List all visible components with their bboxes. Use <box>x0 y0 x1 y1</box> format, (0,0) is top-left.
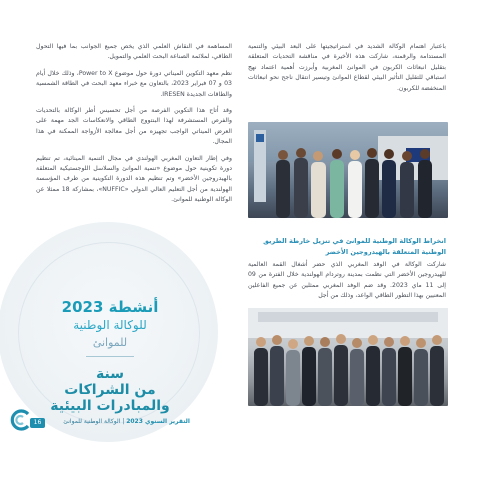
left-paragraph-4: وفي إطار التعاون المغربي الهولندي في مجال التنمية المينائية، تم تنظيم دورة تكوينية حول موضوع «تنمية الموانئ والسلاسل اللوجستيكية المتعلقة بالهيدروجين الأخضر» وتم تنظيم هذه الدورة التكوينية من طرف المؤسسة الهولندية من أجل التعليم العالي الدولي «NUFFIC»، بمشاركة 18 ممثلا عن الوكالة الوطنية للموانئ. <box>36 154 232 204</box>
right-column <box>248 42 446 100</box>
logo-drawing <box>8 408 32 432</box>
conference-photo-bottom <box>248 308 448 406</box>
conference-photo-drawing <box>248 122 448 218</box>
section-heading: انخراط الوكالة الوطنية للموانئ في تنزيل خارطة الطريق الوطنية المتعلقة بالهيدروجين الأخضر <box>263 237 446 256</box>
cover-year-label: سنة <box>96 366 124 382</box>
footer-separator: | <box>120 418 125 425</box>
delegation-photo-drawing <box>248 308 448 406</box>
footer-text <box>60 418 190 425</box>
right-paragraph-1: باعتبار اهتمام الوكالة الشديد في استراتيجيتها على البعد البيئي والتنمية المستدامة والرقمنة، شاركت هذه الأخيرة في مناقشة التحديات المتعلقة بتقليل انبعاثات الكربون في الموانئ المغربية وأبرزت أهمية اعتماد نهج استباقي للتقليل التأثير البيئي لقطاع الموانئ وتيسير انتقال ناجح نحو انبعاثات المنخفضة للكربون. <box>248 43 446 92</box>
cover-title-year: أنشطة 2023 <box>61 298 159 316</box>
cover-agency-line-1: للوكالة الوطنية <box>73 318 147 332</box>
cover-subtitle-2: والمبادرات البيئية <box>50 398 170 414</box>
left-column <box>36 42 232 212</box>
left-paragraph-2: نظم معهد التكوين الميناتي دورة حول موضوع Power to X، وذلك خلال أيام 03 و 07 فبراير 2023، بالتعاون مع خبراء معهد البحث في الطاقة الشمسية والطاقات الجديدة IRESEN. <box>36 69 232 98</box>
cover-agency-line-2: للموانئ <box>92 336 128 349</box>
footer-report-title: التقرير السنوي 2023 <box>126 418 190 425</box>
section-text: شاركت الوكالة في الوفد المغربي الذي حضر أشغال القمة العالمية للهيدروجين الأخضر التي نظمت بمدينة روتردام الهولندية خلال الفترة من 09 إلى 11 ماي 2023. وقد ضم الوفد المغربي ممثلين عن جميع الفاعلين المعنيين بهذا التطور الطاقي الواعد، وذلك من أجل <box>248 261 446 300</box>
cover-divider <box>86 356 134 357</box>
page-number: 16 <box>30 418 45 428</box>
conference-photo-top <box>248 122 448 218</box>
left-paragraph-1: المساهمة في النقاش العلمي الذي يخص جميع الجوانب بما فيها التحول الطاقي، لملائمة الصناعة البحث العلمي والتمويل. <box>36 43 232 61</box>
left-paragraph-3: وقد أتاح هذا التكوين الفرصة من أجل تحسيس أطر الوكالة بالتحديات والفرص المستشرفة لهذا البنتووج الطاقي والانعكاسات الجد مهمة على العرض الميناتي الواجب تجهيزه من أجل معالجة الأزواجة الممكنة في هذا المجال. <box>36 107 232 146</box>
cover-subtitle-1: من الشراكات <box>64 382 156 398</box>
footer-agency-name: الوكالة الوطنية للموانئ <box>63 418 121 425</box>
anp-logo-icon <box>8 408 32 432</box>
